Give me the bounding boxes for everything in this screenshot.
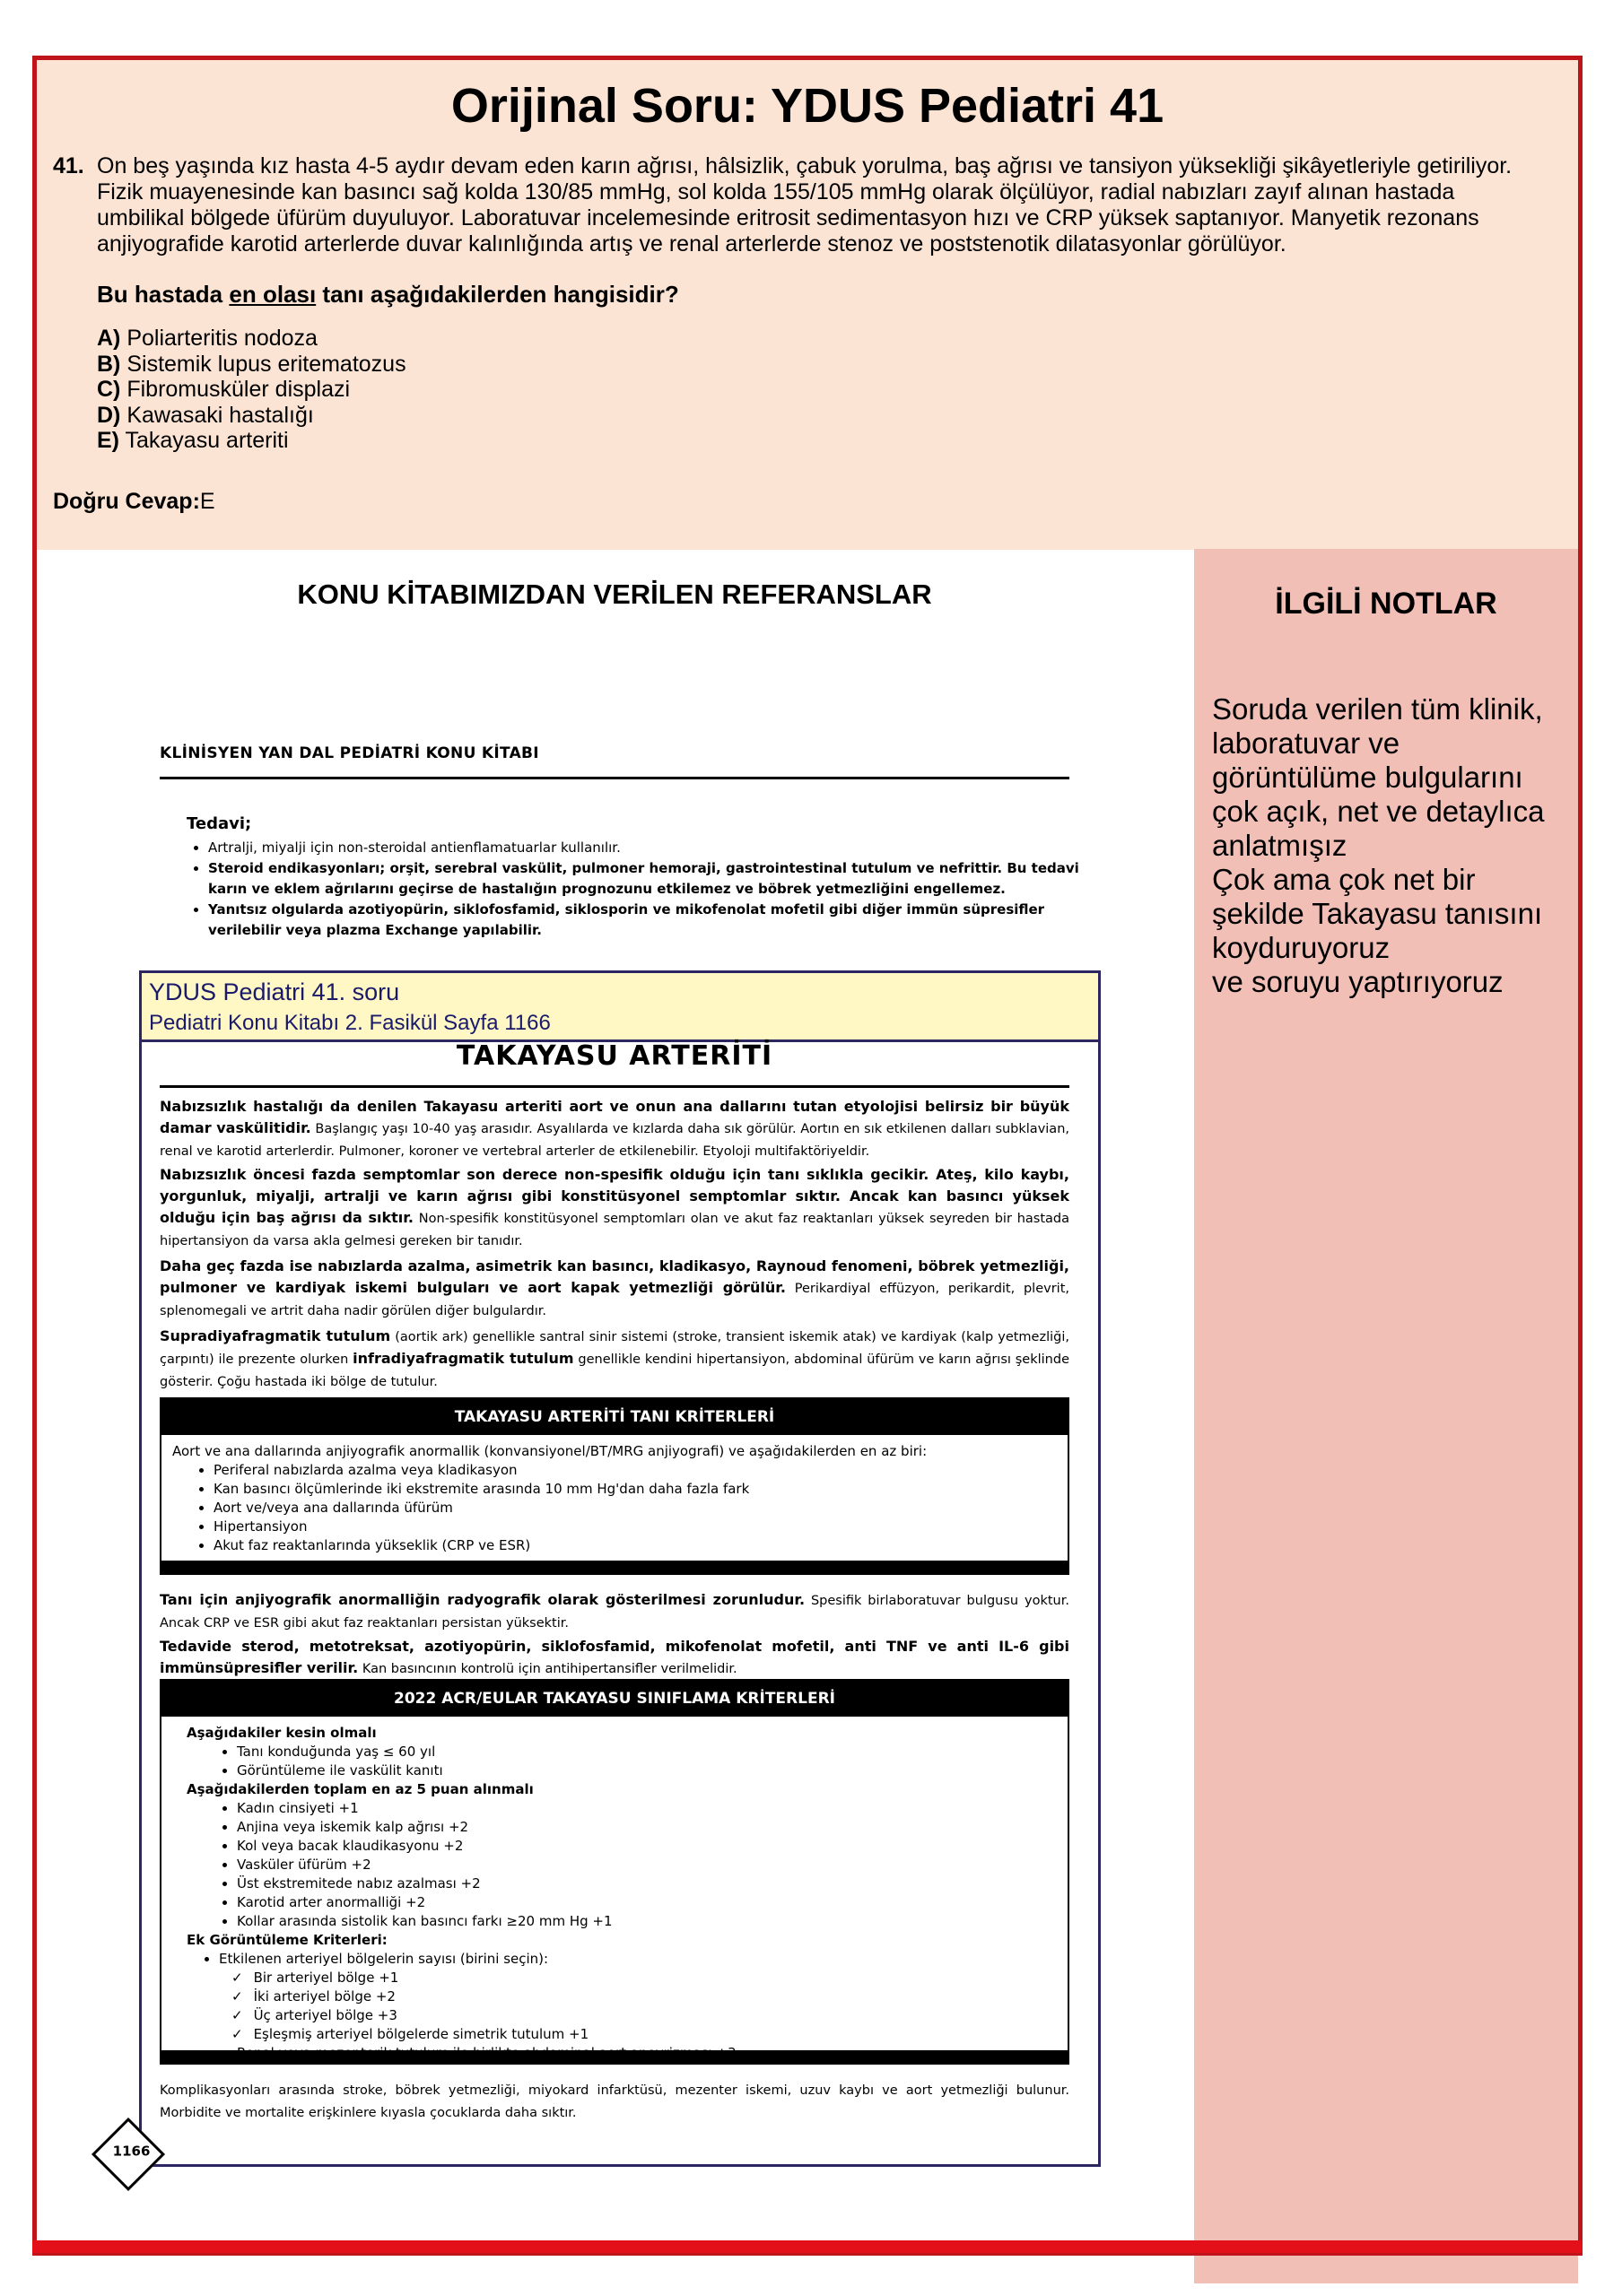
tedavi-heading: Tedavi; (187, 814, 252, 833)
paragraph-definition: Nabızsızlık hastalığı da denilen Takayasu arteriti aort ve onun ana dallarını tutan etyolojisi belirsiz bir büyük damar vaskülitidir. Başlangıç yaşı 10-40 yaş arasıdır. Asyalılarda ve kızlarda daha sık görülür. Aortın en sık etkilenen dalları subklavian, renal ve karotid arterlerdir. Pulmoner, koroner ve vertebral arterler de etkilenebilir. Etyoloji multifaktöriyeldir. (160, 1098, 1069, 1159)
option-c: C) Fibromusküler displazi (97, 377, 351, 402)
list-item: • Tanı konduğunda yaş ≤ 60 yıl (237, 1743, 1057, 1761)
page-number-badge: 1166 (92, 2118, 165, 2191)
list-item: • Anjina veya iskemik kalp ağrısı +2 (237, 1818, 1057, 1837)
references-heading: KONU KİTABIMIZDAN VERİLEN REFERANSLAR (297, 578, 932, 610)
reference-question: YDUS Pediatri 41. soru (149, 978, 400, 1005)
notes-body: Soruda verilen tüm klinik, laboratuvar ve görüntülüme bulgularını çok açık, net ve detaylıca anlatmışız Çok ama çok net bir şekilde Takayasu tanısını koyduruyoruz ve soruyu yaptırıyoruz (1212, 692, 1545, 998)
paragraph-complications: Komplikasyonları arasında stroke, böbrek yetmezliği, miyokard infarktüsü, mezenter iskemi, uzuv kaybı ve aort yetmezliği bulunur. Morbidite ve mortalite erişkinlere kıyasla çocuklarda daha sıktır. (160, 2083, 1069, 2120)
question-text: On beş yaşında kız hasta 4-5 aydır devam eden karın ağrısı, hâlsizlik, çabuk yorulma, baş ağrısı ve tansiyon yüksekliği şikâyetleriyle getiriliyor. Fizik muayenesinde kan basıncı sağ kolda 130/85 mmHg, sol kolda 155/105 mmHg olarak ölçülüyor, radial nabızları zayıf alınan hastada umbilikal bölgede üfürüm duyuluyor. Laboratuvar incelemesinde eritrosit sedimentasyon hızı ve CRP yüksek saptanıyor. Manyetik rezonans anjiyografide karotid arterlerde duvar kalınlığında artış ve renal arterlerde stenoz ve poststenotik dilatasyonlar görülüyor. (97, 153, 1513, 257)
list-item: ✓ İki arteriyel bölge +2 (253, 1987, 1057, 2006)
list-item: • Görüntüleme ile vaskülit kanıtı (237, 1761, 1057, 1780)
option-a: A) Poliarteritis nodoza (97, 326, 318, 351)
list-item: • Artralji, miyalji için non-steroidal antienflamatuarlar kullanılır. (208, 838, 1091, 858)
list-item: • Yanıtsız olgularda azotiyopürin, siklofosfamid, siklosporin ve mikofenolat mofetil gibi diğer immün süpresifler verilebilir veya plazma Exchange yapılabilir. (208, 900, 1091, 941)
notes-title: İLGİLİ NOTLAR (1275, 587, 1497, 621)
option-b: B) Sistemik lupus eritematozus (97, 351, 406, 377)
list-item: • Kollar arasında sistolik kan basıncı farkı ≥20 mm Hg +1 (237, 1912, 1057, 1931)
list-item: • Steroid endikasyonları; orşit, serebral vaskülit, pulmoner hemoraji, gastrointestinal tutulum ve nefrittir. Bu tedavi karın ve eklem ağrılarını geçirse de hastalığın prognozunu etkilemez ve böbrek yetmezliğini engellemez. (208, 858, 1091, 900)
criteria-title: TAKAYASU ARTERİTİ TANI KRİTERLERİ (161, 1399, 1068, 1435)
question-prompt: Bu hastada en olası tanı aşağıdakilerden hangisidir? (97, 281, 679, 308)
list-item: ✓ Bir arteriyel bölge +1 (253, 1969, 1057, 1987)
list-item: ✓ Üç arteriyel bölge +3 (253, 2006, 1057, 2025)
list-item: • Aort ve/veya ana dallarında üfürüm (214, 1499, 1057, 1518)
paragraph-late-phase: Daha geç fazda ise nabızlarda azalma, asimetrik kan basıncı, kladikasyo, Raynoud fenomeni, böbrek yetmezliği, pulmoner ve kardiyak iskemi bulguları ve aort kapak yetmezliği görülür. Perikardiyal effüzyon, perikardit, plevrit, splenomegali ve artrit daha nadir görülen diğer bulgulardır. (160, 1257, 1070, 1318)
list-item: • Etkilenen arteriyel bölgelerin sayısı (birini seçin): (219, 1950, 1057, 1969)
paragraph-diagnosis: Tanı için anjiyografik anormalliğin radyografik olarak gösterilmesi zorunludur. Spesifik birlaboratuvar bulgusu yoktur. Ancak CRP ve ESR gibi akut faz reaktanları persistan yüksektir. (160, 1591, 1069, 1631)
option-d: D) Kawasaki hastalığı (97, 402, 314, 428)
criteria-title: 2022 ACR/EULAR TAKAYASU SINIFLAMA KRİTERLERİ (161, 1681, 1068, 1717)
paragraph-early-phase: Nabızsızlık öncesi fazda semptomlar son derece non-spesifik olduğu için tanı sıklıkla gecikir. Ateş, kilo kaybı, yorgunluk, miyalji, artralji ve karın ağrısı gibi konstitüsyonel semptomlar sıktır. Ancak kan basıncı yüksek olduğu için baş ağrısı da sıktır. Non-spesifik konstitüsyonel semptomları olan ve akut faz reaktanları yüksek seyreden bir hastada hipertansiyon da varsa akla gelmesi gereken bir tanıdır. (160, 1166, 1070, 1248)
classification-criteria-box: 2022 ACR/EULAR TAKAYASU SINIFLAMA KRİTERLERİ Aşağıdakiler kesin olmalı • Tanı konduğunda yaş ≤ 60 yıl • Görüntüleme ile vaskülit kanıtı Aşağıdakilerden toplam en az 5 puan alınmalı • Kadın cinsiyeti +1 • Anjina veya iskemik kalp ağrısı +2 • Kol veya bacak klaudikasyonu +2 • Vasküler üfürüm +2 • Üst ekstremitede nabız azalması +2 • Karotid arter anormalliği +2 • Kollar arasında sistolik kan basıncı farkı ≥20 mm Hg +1 Ek Görüntüleme Kriterleri: • Etkilenen arteriyel bölgelerin sayısı (birini seçin): ✓ Bir arteriyel bölge +1 ✓ İki arteriyel bölge +2 ✓ Üç arteriyel bölge +3 ✓ Eşleşmiş arteriyel bölgelerde simetrik tutulum +1 • (160, 1679, 1069, 2065)
list-item: • Kan basıncı ölçümlerinde iki ekstremite arasında 10 mm Hg'dan daha fazla fark (214, 1480, 1057, 1499)
criteria-intro: Aort ve ana dallarında anjiyografik anormallik (konvansiyonel/BT/MRG anjiyografi) ve aşağıdakilerden en az biri: (172, 1443, 928, 1459)
option-e: E) Takayasu arteriti (97, 428, 289, 453)
question-number: 41. (53, 153, 84, 178)
list-item: • Periferal nabızlarda azalma veya kladikasyon (214, 1461, 1057, 1480)
list-item: • Üst ekstremitede nabız azalması +2 (237, 1874, 1057, 1893)
list-item: • Karotid arter anormalliği +2 (237, 1893, 1057, 1912)
list-item: • Hipertansiyon (214, 1518, 1057, 1536)
paragraph-treatment: Tedavide sterod, metotreksat, azotiyopürin, siklofosfamid, mikofenolat mofetil, anti TNF ve anti IL-6 gibi immünsüpresifler verilir. Kan basıncının kontrolü için antihipertansifler verilmelidir. (160, 1638, 1069, 1676)
list-item: • Kadın cinsiyeti +1 (237, 1799, 1057, 1818)
reference-source: Pediatri Konu Kitabı 2. Fasikül Sayfa 1166 (149, 1011, 551, 1035)
list-item: • Kol veya bacak klaudikasyonu +2 (237, 1837, 1057, 1856)
correct-answer: Doğru Cevap:E (53, 489, 215, 514)
outer-frame (32, 56, 1583, 2256)
page-title: Orijinal Soru: YDUS Pediatri 41 (450, 79, 1164, 133)
list-item: ✓ Eşleşmiş arteriyel bölgelerde simetrik tutulum +1 (253, 2025, 1057, 2044)
list-item: • Akut faz reaktanlarında yükseklik (CRP ve ESR) (214, 1536, 1057, 1555)
paragraph-involvement: Supradiyafragmatik tutulum (aortik ark) genellikle santral sinir sistemi (stroke, transient iskemik atak) ve kardiyak (kalp yetmezliği, çarpıntı) ile prezente olurken infradiyafragmatik tutulum genellikle kendini hipertansiyon, abdominal üfürüm ve karın ağrısı şeklinde gösterir. Çoğu hastada iki bölge de tutulur. (160, 1327, 1069, 1389)
book-header: KLİNİSYEN YAN DAL PEDİATRİ KONU KİTABI (160, 744, 539, 762)
list-item: • Vasküler üfürüm +2 (237, 1856, 1057, 1874)
article-title: TAKAYASU ARTERİTİ (456, 1040, 773, 1072)
bottom-red-bar (32, 2240, 1583, 2253)
